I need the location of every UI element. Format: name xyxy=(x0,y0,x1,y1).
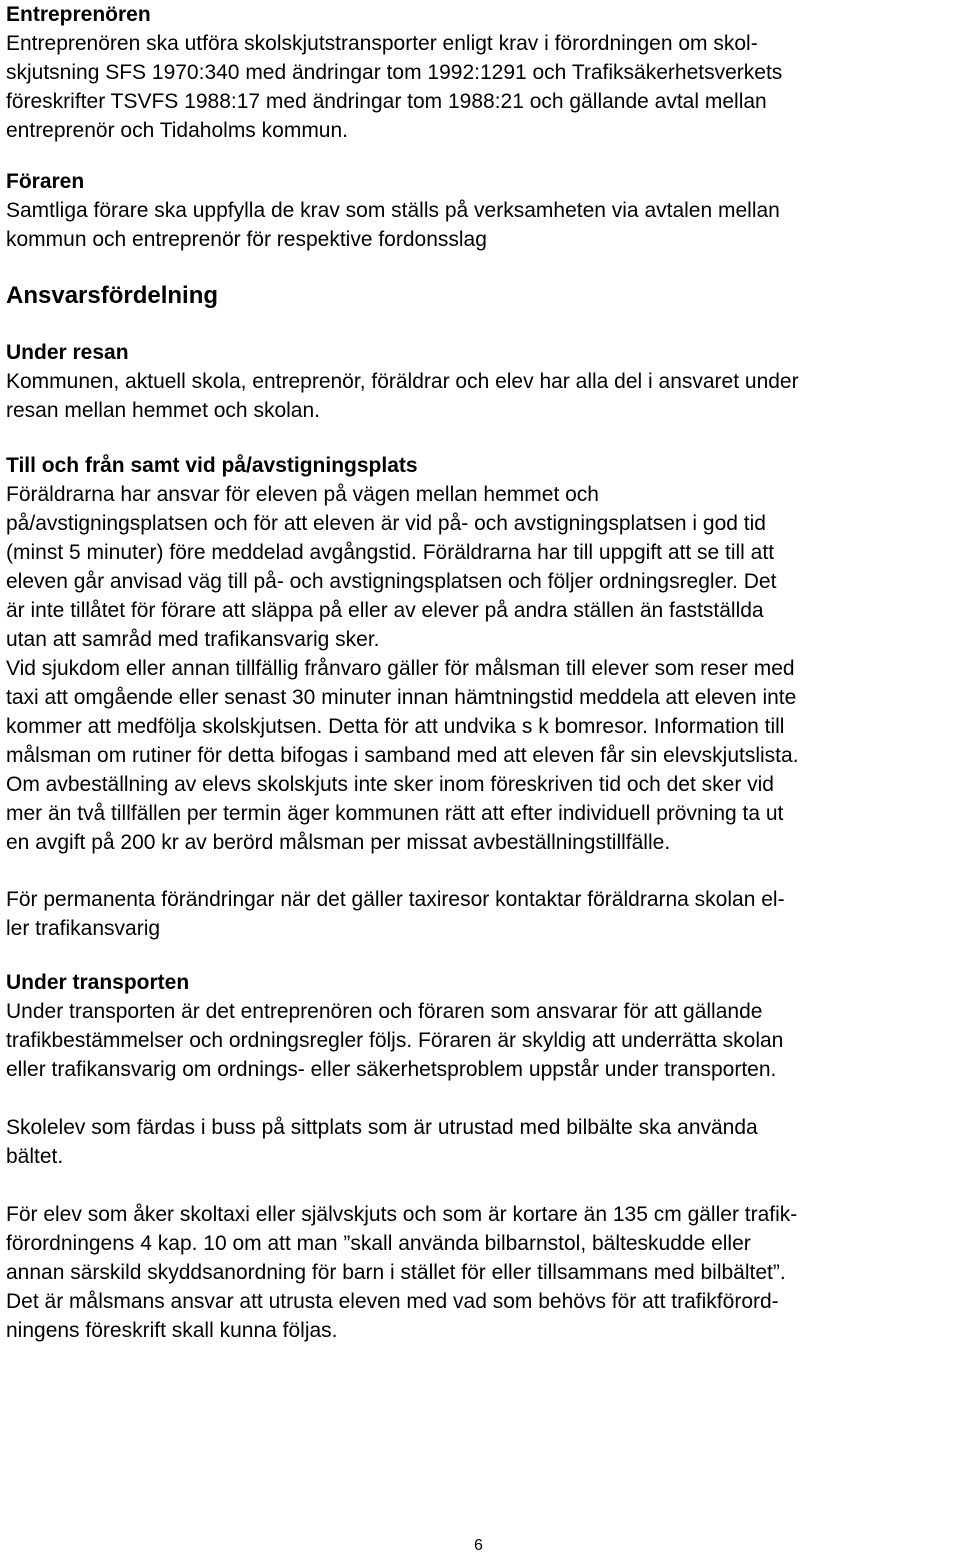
paragraph-for-elev xyxy=(6,1200,954,1345)
text-line: mer än två tillfällen per termin äger kommunen rätt att efter individuell prövning ta ut xyxy=(6,802,784,825)
text-line: Det är målsmans ansvar att utrusta eleven med vad som behövs för att trafikförord- xyxy=(6,1290,779,1313)
text-line: entreprenör och Tidaholms kommun. xyxy=(6,119,348,142)
text-line: på/avstigningsplatsen och för att eleven är vid på- och avstigningsplatsen i god tid xyxy=(6,512,766,535)
section-under-transporten xyxy=(6,968,954,1084)
paragraph-foraren xyxy=(6,196,954,254)
text-line: ler trafikansvarig xyxy=(6,917,161,940)
heading-foraren: Föraren xyxy=(6,170,85,193)
section-ansvarsfordelning xyxy=(6,280,954,312)
heading-ansvarsfordelning: Ansvarsfördelning xyxy=(6,282,219,309)
text-line: eller trafikansvarig om ordnings- eller säkerhetsproblem uppstår under transporten. xyxy=(6,1058,777,1081)
heading-till-och-fran: Till och från samt vid på/avstigningsplats xyxy=(6,454,418,477)
text-line: målsman om rutiner för detta bifogas i samband med att eleven får sin elevskjutslista. xyxy=(6,744,799,767)
heading-under-transporten: Under transporten xyxy=(6,971,190,994)
text-line: en avgift på 200 kr av berörd målsman per missat avbeställningstillfälle. xyxy=(6,831,671,854)
text-line: Vid sjukdom eller annan tillfällig frånvaro gäller för målsman till elever som reser med xyxy=(6,657,795,680)
text-line: förordningens 4 kap. 10 om att man ”skall använda bilbarnstol, bälteskudde eller xyxy=(6,1232,751,1255)
paragraph-under-transporten xyxy=(6,997,954,1084)
page-number: 6 xyxy=(474,1537,483,1554)
paragraph-till-och-fran xyxy=(6,480,954,857)
text-line: bältet. xyxy=(6,1145,64,1168)
text-line: (minst 5 minuter) före meddelad avgångstid. Föräldrarna har till uppgift att se till att xyxy=(6,541,775,564)
section-foraren xyxy=(6,167,954,254)
section-for-elev xyxy=(6,1200,954,1345)
paragraph-permanenta xyxy=(6,885,954,943)
text-line: För permanenta förändringar när det gäller taxiresor kontaktar föräldrarna skolan el- xyxy=(6,888,785,911)
text-line: taxi att omgående eller senast 30 minuter innan hämtningstid meddela att eleven inte xyxy=(6,686,797,709)
heading-entreprenoren: Entreprenören xyxy=(6,3,151,26)
text-line: trafikbestämmelser och ordningsregler följs. Föraren är skyldig att underrätta skolan xyxy=(6,1029,784,1052)
text-line: Samtliga förare ska uppfylla de krav som ställs på verksamheten via avtalen mellan xyxy=(6,199,780,222)
text-line: kommun och entreprenör för respektive fordonsslag xyxy=(6,228,487,251)
text-line: resan mellan hemmet och skolan. xyxy=(6,399,320,422)
text-line: Kommunen, aktuell skola, entreprenör, föräldrar och elev har alla del i ansvaret under xyxy=(6,370,799,393)
text-line: ningens föreskrift skall kunna följas. xyxy=(6,1319,338,1342)
text-line: kommer att medfölja skolskjutsen. Detta för att undvika s k bomresor. Information till xyxy=(6,715,785,738)
text-line: utan att samråd med trafikansvarig sker. xyxy=(6,628,380,651)
text-line: skjutsning SFS 1970:340 med ändringar tom 1992:1291 och Trafiksäkerhetsverkets xyxy=(6,61,783,84)
text-line: är inte tillåtet för förare att släppa på eller av elever på andra ställen än fastställda xyxy=(6,599,764,622)
heading-under-resan: Under resan xyxy=(6,341,129,364)
text-line: Entreprenören ska utföra skolskjutstransporter enligt krav i förordningen om skol- xyxy=(6,32,758,55)
text-line: För elev som åker skoltaxi eller självskjuts och som är kortare än 135 cm gäller trafik- xyxy=(6,1203,798,1226)
section-permanenta xyxy=(6,885,954,943)
text-line: eleven går anvisad väg till på- och avstigningsplatsen och följer ordningsregler. Det xyxy=(6,570,777,593)
text-line: Skolelev som färdas i buss på sittplats som är utrustad med bilbälte ska använda xyxy=(6,1116,758,1139)
section-entreprenoren xyxy=(6,0,954,145)
paragraph-under-resan xyxy=(6,367,954,425)
section-skolelev xyxy=(6,1113,954,1171)
text-line: Föräldrarna har ansvar för eleven på vägen mellan hemmet och xyxy=(6,483,599,506)
paragraph-entreprenoren xyxy=(6,29,954,145)
text-line: föreskrifter TSVFS 1988:17 med ändringar tom 1988:21 och gällande avtal mellan xyxy=(6,90,767,113)
text-line: Om avbeställning av elevs skolskjuts inte sker inom föreskriven tid och det sker vid xyxy=(6,773,774,796)
section-till-och-fran xyxy=(6,451,954,857)
section-under-resan xyxy=(6,338,954,425)
paragraph-skolelev xyxy=(6,1113,954,1171)
text-line: annan särskild skyddsanordning för barn i stället för eller tillsammans med bilbältet”. xyxy=(6,1261,786,1284)
text-line: Under transporten är det entreprenören och föraren som ansvarar för att gällande xyxy=(6,1000,763,1023)
